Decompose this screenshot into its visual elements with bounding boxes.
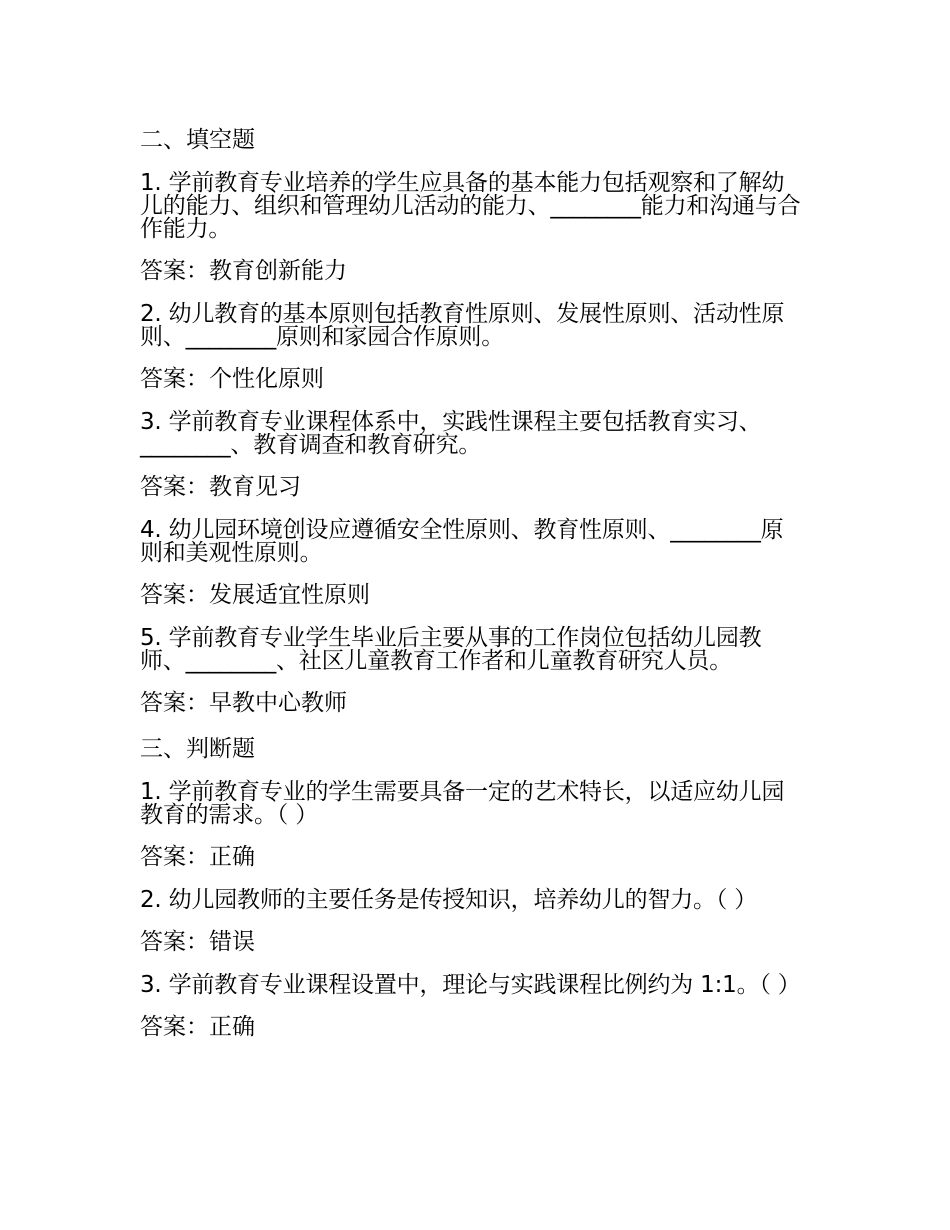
answer-fill-2: 答案：个性化原则 xyxy=(140,366,324,392)
answer-fill-1: 答案：教育创新能力 xyxy=(140,258,347,284)
question-fill-5: 5. 学前教育专业学生毕业后主要从事的工作岗位包括幼儿园教师、________、社区儿童教育工作者和儿童教育研究人员。 xyxy=(140,625,762,674)
question-fill-1: 1. 学前教育专业培养的学生应具备的基本能力包括观察和了解幼儿的能力、组织和管理幼儿活动的能力、________能力和沟通与合作能力。 xyxy=(140,170,801,242)
answer-fill-3: 答案：教育见习 xyxy=(140,474,301,500)
answer-judge-2: 答案：错误 xyxy=(140,929,255,955)
question-judge-1: 1. 学前教育专业的学生需要具备一定的艺术特长，以适应幼儿园教育的需求。（ ） xyxy=(140,779,785,828)
document-page xyxy=(140,126,805,1059)
question-fill-4: 4. 幼儿园环境创设应遵循安全性原则、教育性原则、________原则和美观性原则。 xyxy=(140,517,784,566)
answer-fill-5: 答案：早教中心教师 xyxy=(140,690,347,716)
answer-judge-3: 答案：正确 xyxy=(140,1014,255,1040)
section-heading-fill-in-blank: 二、填空题 xyxy=(140,127,255,153)
question-fill-2: 2. 幼儿教育的基本原则包括教育性原则、发展性原则、活动性原则、________原则和家园合作原则。 xyxy=(140,301,785,350)
question-judge-3: 3. 学前教育专业课程设置中，理论与实践课程比例约为 1:1。（ ） xyxy=(140,972,801,998)
question-fill-3: 3. 学前教育专业课程体系中，实践性课程主要包括教育实习、________、教育调查和教育研究。 xyxy=(140,409,762,458)
answer-judge-1: 答案：正确 xyxy=(140,844,255,870)
question-judge-2: 2. 幼儿园教师的主要任务是传授知识，培养幼儿的智力。（ ） xyxy=(140,887,758,913)
answer-fill-4: 答案：发展适宜性原则 xyxy=(140,582,370,608)
section-heading-true-false: 三、判断题 xyxy=(140,736,255,762)
